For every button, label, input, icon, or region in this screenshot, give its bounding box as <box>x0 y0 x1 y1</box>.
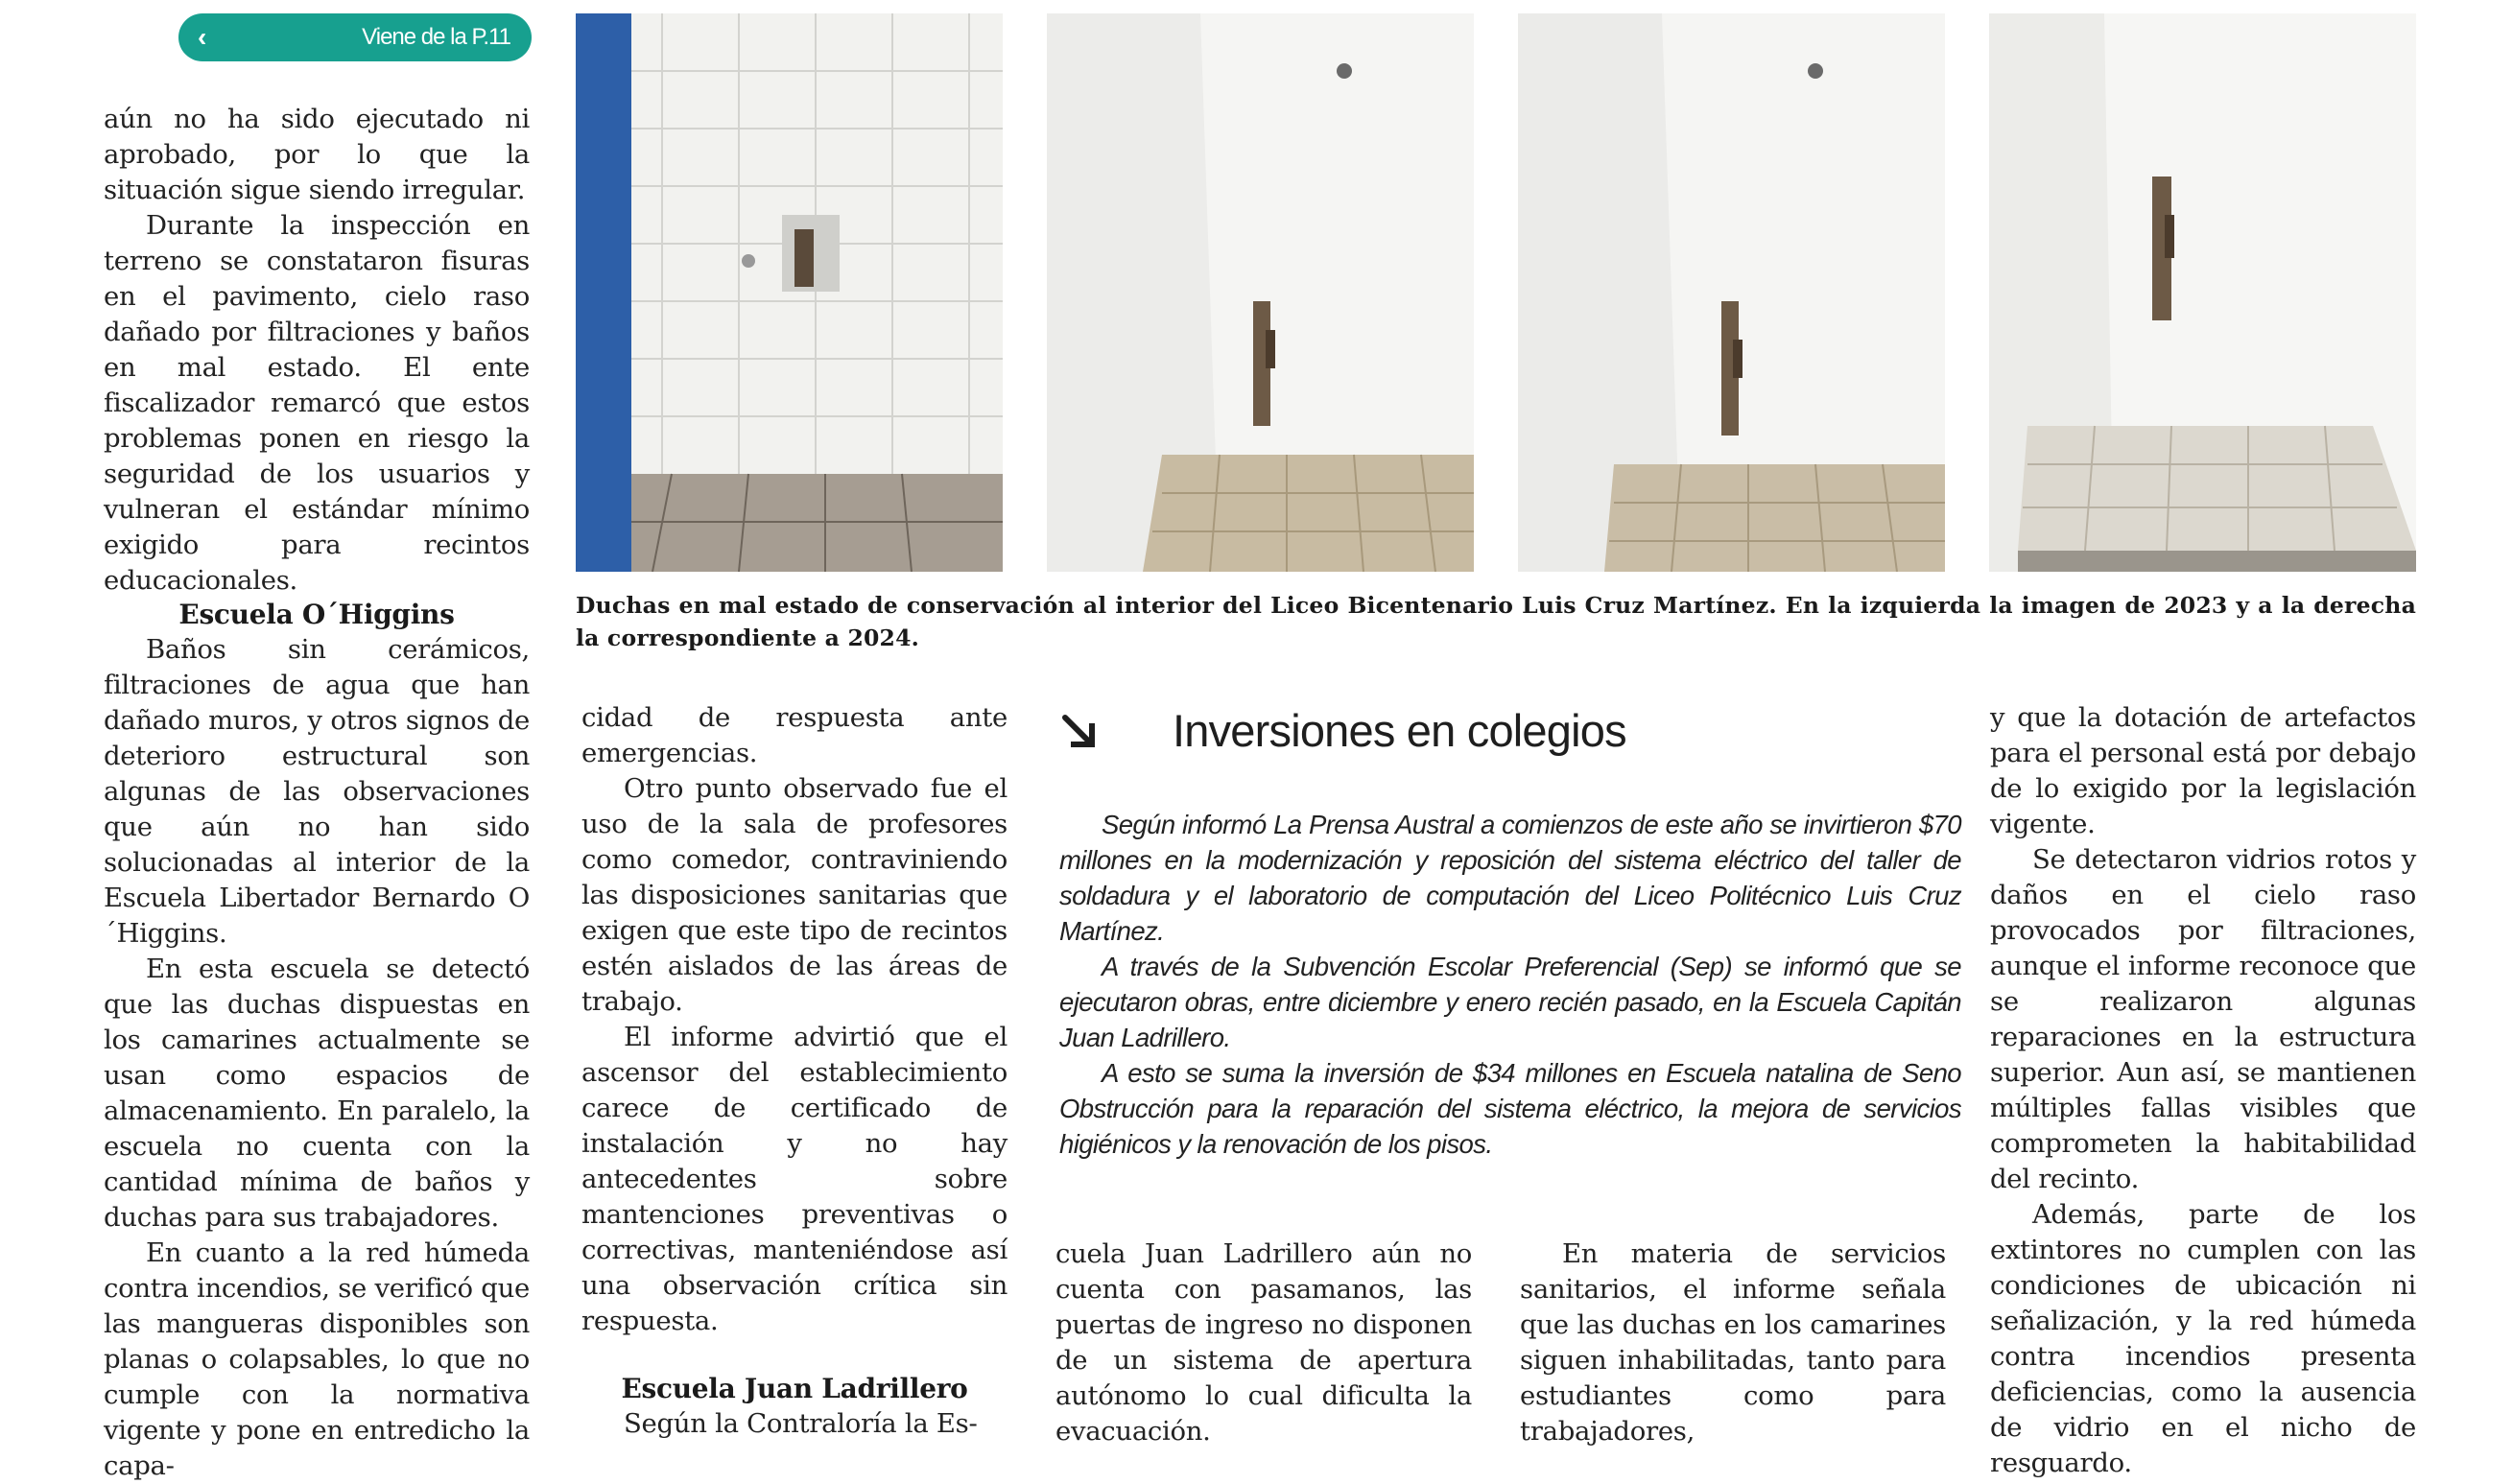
photo-shower-2024-c <box>1989 13 2416 572</box>
paragraph-extintores: Además, parte de los extintores no cumplen con las condiciones de ubicación ni señalización, y la red húmeda contra incendios presenta deficiencias, como la ausencia de vidrio en el nicho de resguardo. <box>1990 1199 2416 1478</box>
paragraph-vidrios: Se detectaron vidrios rotos y daños en el cielo raso provocados por filtraciones, aunque el informe reconoce que se realizaron algunas reparaciones en la estructura superior. Aun así, se mantienen múltiples fallas visibles que comprometen la habitabilidad del recinto. <box>1990 844 2416 1194</box>
box-paragraph-2: A través de la Subvención Escolar Preferencial (Sep) se informó que se ejecutaron obras, entre diciembre y enero recién pasado, en la Escuela Capitán Juan Ladrillero. <box>1059 952 1961 1052</box>
photo-caption: Duchas en mal estado de conservación al interior del Liceo Bicentenario Luis Cruz Martínez. En la izquierda la imagen de 2023 y a la derecha la correspondiente a 2024. <box>576 592 2416 651</box>
paragraph-sala-profesores: Otro punto observado fue el uso de la sala de profesores como comedor, contraviniendo las disposiciones sanitarias que exigen que este tipo de recintos estén aislados de las áreas de trabajo. <box>581 773 1008 1017</box>
paragraph-pasamanos: cuela Juan Ladrillero aún no cuenta con pasamanos, las puertas de ingreso no disponen de un sistema de apertura autónomo lo cual dificulta la evacuación. <box>1055 1238 1472 1447</box>
box-paragraph-1: Según informó La Prensa Austral a comienzos de este año se invirtieron $70 millones en la modernización y reposición del sistema eléctrico del taller de soldadura y el laboratorio de computación del Liceo Politécnico Luis Cruz Martínez. <box>1059 810 1961 946</box>
shower-2024-b-illustration <box>1518 13 1945 572</box>
paragraph-servicios-sanitarios: En materia de servicios sanitarios, el informe señala que las duchas en los camarines siguen inhabilitadas, tanto para estudiantes como para trabajadores, <box>1520 1238 1946 1447</box>
photo-shower-2024-a <box>1047 13 1474 572</box>
chevron-left-icon: ‹ <box>198 22 206 52</box>
box-body <box>1059 807 1961 1162</box>
paragraph-continuation: aún no ha sido ejecutado ni aprobado, por lo que la situación sigue siendo irregular. <box>104 104 530 205</box>
box-paragraph-3: A esto se suma la inversión de $34 millones en Escuela natalina de Seno Obstrucción para la reparación del sistema eléctrico, la mejora de servicios higiénicos y la renovación de los pisos. <box>1059 1058 1961 1159</box>
paragraph-capacidad: cidad de respuesta ante emergencias. <box>581 702 1008 768</box>
photo-shower-2024-b <box>1518 13 1945 572</box>
shower-2024-a-illustration <box>1047 13 1474 572</box>
column-5 <box>1990 700 2416 1481</box>
box-title: Inversiones en colegios <box>1173 705 1626 756</box>
shower-2023-illustration <box>576 13 1003 572</box>
paragraph-inspection: Durante la inspección en terreno se constataron fisuras en el pavimento, cielo raso dañado por filtraciones y baños en mal estado. El ente fiscalizador remarcó que estos problemas ponen en riesgo la seguridad de los usuarios y vulneran el estándar mínimo exigido para recintos educacionales. <box>104 210 530 596</box>
column-4 <box>1520 1237 1946 1449</box>
paragraph-red-humeda: En cuanto a la red húmeda contra incendios, se verificó que las mangueras disponibles son planas o colapsables, lo que no cumple con la normativa vigente y pone en entredicho la capa- <box>104 1237 530 1481</box>
shower-2024-c-illustration <box>1989 13 2416 572</box>
continued-from-label: Viene de la P.11 <box>362 24 510 50</box>
paragraph-dotacion: y que la dotación de artefactos para el personal está por debajo de lo exigido por la legislación vigente. <box>1990 702 2416 839</box>
column-1-top <box>104 102 530 599</box>
arrow-down-right-icon <box>1059 712 1100 752</box>
section-heading-ladrillero: Escuela Juan Ladrillero <box>621 1373 968 1404</box>
paragraph-duchas: En esta escuela se detectó que las duchas dispuestas en los camarines actualmente se usan como espacios de almacenamiento. En paralelo, la escuela no cuenta con la cantidad mínima de baños y duchas para sus trabajadores. <box>104 954 530 1233</box>
column-2 <box>581 700 1008 1442</box>
section-heading-ohiggins: Escuela O´Higgins <box>178 599 455 630</box>
continued-from-page-tab[interactable] <box>178 13 532 61</box>
photo-shower-2023 <box>576 13 1003 572</box>
paragraph-contraloria: Según la Contraloría la Es- <box>624 1408 978 1439</box>
column-1-bottom <box>104 597 530 1484</box>
paragraph-banos: Baños sin cerámicos, filtraciones de agua que han dañado muros, y otros signos de deterioro estructural son algunas de las observaciones que aún no han sido solucionadas al interior de la Escuela Libertador Bernardo O´Higgins. <box>104 634 530 949</box>
column-3 <box>1055 1237 1472 1449</box>
paragraph-ascensor: El informe advirtió que el ascensor del establecimiento carece de certificado de instalación y no hay antecedentes sobre mantenciones preventivas o correctivas, manteniéndose así una observación crítica sin respuesta. <box>581 1022 1008 1336</box>
